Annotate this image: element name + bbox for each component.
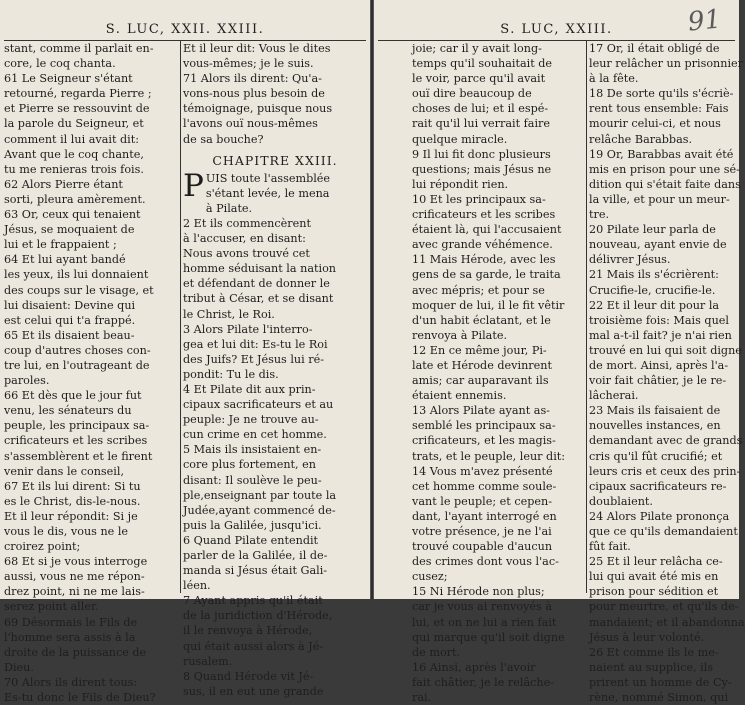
text-line: paroles. xyxy=(4,374,50,388)
text-line: et défendant de donner le xyxy=(183,277,330,291)
text-line: que ce qu'ils demandaient xyxy=(589,525,738,538)
text-line: mourir celui-ci, et nous xyxy=(589,117,721,131)
text-line: s'étant levée, le mena xyxy=(205,186,330,200)
text-line: avec mépris; et pour se xyxy=(412,283,545,297)
text-line: 25 Et il leur relâcha ce- xyxy=(589,555,723,569)
text-line: de la juridiction d'Hérode, xyxy=(183,609,333,623)
text-line: prison pour sédition et xyxy=(589,585,719,599)
text-line: tre lui, en l'outrageant de xyxy=(4,358,150,372)
text-line: pondit: Tu le dis. xyxy=(183,367,279,381)
text-line: leurs cris et ceux des prin- xyxy=(589,464,741,478)
text-line: troisième fois: Mais quel xyxy=(589,313,729,327)
text-line: 26 Et comme ils le me- xyxy=(589,645,719,659)
text-line: 8 Quand Hérode vit Jé- xyxy=(183,669,314,683)
text-line: Dieu. xyxy=(4,660,34,674)
text-line: de mort. xyxy=(412,645,461,659)
text-line: le voir, parce qu'il avait xyxy=(412,72,546,86)
text-line: la ville, et pour un meur- xyxy=(589,192,730,206)
text-line: 9 Il lui fit donc plusieurs xyxy=(412,147,551,161)
right-column-1 xyxy=(412,41,588,705)
text-line: ouï dire beaucoup de xyxy=(412,87,532,101)
text-line: cun crime en cet homme. xyxy=(183,428,327,442)
text-line: temps qu'il souhaitait de xyxy=(412,57,553,71)
text-line: pour meurtre, et qu'ils de- xyxy=(589,600,739,614)
text-line: est celui qui t'a frappé. xyxy=(4,313,136,327)
text-line: 71 Alors ils dirent: Qu'a- xyxy=(183,72,322,86)
text-line: questions; mais Jésus ne xyxy=(412,162,552,176)
text-line: mal a-t-il fait? je n'ai rien xyxy=(589,328,732,342)
text-line: 24 Alors Pilate prononça xyxy=(589,509,730,523)
text-line: léen. xyxy=(183,579,211,593)
text-line: joie; car il y avait long- xyxy=(412,42,542,55)
text-line: late et Hérode devinrent xyxy=(412,358,552,372)
text-line: trats, et le peuple, leur dit: xyxy=(412,449,566,463)
text-line: l'homme sera assis à la xyxy=(4,630,136,644)
text-line: la parole du Seigneur, et xyxy=(4,117,144,131)
text-line: qui était aussi alors à Jé- xyxy=(183,639,324,653)
text-line: voir fait châtier, je le re- xyxy=(589,374,727,388)
left-column-2 xyxy=(183,41,367,699)
text-line: 13 Alors Pilate ayant as- xyxy=(412,404,550,418)
text-line: rai. xyxy=(412,691,432,705)
text-line: peuple, les principaux sa- xyxy=(4,419,150,433)
right-page xyxy=(374,0,745,705)
text-line: 5 Mais ils insistaient en- xyxy=(183,443,322,457)
text-line: lui répondit rien. xyxy=(412,177,509,191)
text-line: 11 Mais Hérode, avec les xyxy=(412,253,556,267)
text-line: dition qui s'était faite dans xyxy=(589,177,741,191)
text-line: lui qui avait été mis en xyxy=(589,570,719,584)
text-line: des coups sur le visage, et xyxy=(4,283,154,297)
text-line: renvoya à Pilate. xyxy=(412,328,508,342)
text-line: 12 En ce même jour, Pi- xyxy=(412,343,547,357)
text-line: Avant que le coq chante, xyxy=(4,147,144,161)
text-line: à la fête. xyxy=(589,72,639,86)
text-line: à l'accuser, en disant: xyxy=(183,232,306,246)
text-line: 3 Alors Pilate l'interro- xyxy=(183,322,313,336)
text-line: drez point, ni ne me lais- xyxy=(4,585,145,599)
text-line: 20 Pilate leur parla de xyxy=(589,223,716,237)
text-line: moquer de lui, il le fit vêtir xyxy=(412,298,565,312)
column-divider xyxy=(180,41,181,593)
text-line: des crimes dont vous l'ac- xyxy=(412,555,559,569)
text-line: délivrer Jésus. xyxy=(589,253,671,267)
left-column-1 xyxy=(4,41,182,705)
text-line: droite de la puissance de xyxy=(4,645,147,659)
text-line: 10 Et les principaux sa- xyxy=(412,192,546,206)
text-line: Es-tu donc le Fils de Dieu? xyxy=(4,691,156,705)
text-line: Nous avons trouvé cet xyxy=(183,247,310,261)
text-line: quelque miracle. xyxy=(412,132,508,146)
text-line: 22 Et il leur dit pour la xyxy=(589,298,720,312)
text-line: stant, comme il parlait en- xyxy=(4,42,154,55)
text-line: Jésus, se moquaient de xyxy=(4,223,135,237)
text-line: demandant avec de grands xyxy=(589,434,743,448)
text-line: les yeux, ils lui donnaient xyxy=(4,268,149,282)
text-line: trouvé en lui qui soit digne xyxy=(589,343,742,357)
chapter-opening xyxy=(183,167,367,204)
handwritten-page-number: 91 xyxy=(686,4,723,38)
text-line: aussi, vous ne me répon- xyxy=(4,570,145,584)
text-line: vous-mêmes; je le suis. xyxy=(183,57,314,71)
text-line: trouvé coupable d'aucun xyxy=(412,540,553,554)
text-line: cipaux sacrificateurs et au xyxy=(183,398,334,412)
text-line: manda si Jésus était Gali- xyxy=(183,564,328,578)
text-line: disant: Il soulève le peu- xyxy=(183,473,322,487)
text-line: dant, l'ayant interrogé en xyxy=(412,509,557,523)
text-line: fût fait. xyxy=(589,540,631,554)
text-line: 67 Et ils lui dirent: Si tu xyxy=(4,479,141,493)
text-line: d'un habit éclatant, et le xyxy=(412,313,551,327)
text-line: gens de sa garde, le traita xyxy=(412,268,561,282)
text-line: crificateurs et les scribes xyxy=(412,208,556,222)
text-line: car je vous ai renvoyés à xyxy=(412,600,552,614)
text-line: 23 Mais ils faisaient de xyxy=(589,404,721,418)
text-line: s'assemblèrent et le firent xyxy=(4,449,153,463)
right-column-2 xyxy=(589,41,745,705)
text-line: 2 Et ils commencèrent xyxy=(183,216,311,230)
text-line: des Juifs? Et Jésus lui ré- xyxy=(183,352,325,366)
text-line: qui marque qu'il soit digne xyxy=(412,630,565,644)
text-line: sorti, pleura amèrement. xyxy=(4,192,146,206)
text-line: UIS toute l'assemblée xyxy=(205,171,331,185)
text-line: 66 Et dès que le jour fut xyxy=(4,389,142,403)
text-line: de mort. Ainsi, après l'a- xyxy=(589,358,729,372)
text-line: avec grande véhémence. xyxy=(412,238,553,252)
text-line: gea et lui dit: Es-tu le Roi xyxy=(183,337,328,351)
text-line: mandaient; et il abandonna xyxy=(589,615,745,629)
text-line: tribut à César, et se disant xyxy=(183,292,334,306)
text-line: venu, les sénateurs du xyxy=(4,404,132,418)
text-line: 70 Alors ils dirent tous: xyxy=(4,675,138,689)
text-line: 4 Et Pilate dit aux prin- xyxy=(183,382,316,396)
text-line: sus, il en eut une grande xyxy=(183,684,324,698)
text-line: Crucifie-le, crucifie-le. xyxy=(589,283,716,297)
text-line: vons-nous plus besoin de xyxy=(183,87,325,101)
text-line: vant le peuple; et cepen- xyxy=(412,494,553,508)
text-line: étaient là, qui l'accusaient xyxy=(412,223,562,237)
text-line: témoignage, puisque nous xyxy=(183,102,333,116)
text-line: Jésus à leur volonté. xyxy=(589,630,705,644)
text-line: leur relâcher un prisonnier xyxy=(589,57,744,71)
text-line: 68 Et si je vous interroge xyxy=(4,555,148,569)
text-line: lui, et on ne lui a rien fait xyxy=(412,615,557,629)
text-line: votre présence, je ne l'ai xyxy=(412,525,552,538)
text-line: 14 Vous m'avez présenté xyxy=(412,464,553,478)
text-line: Judée,ayant commencé de- xyxy=(183,503,336,517)
text-line: rène, nommé Simon, qui xyxy=(589,691,729,705)
text-line: vous le dis, vous ne le xyxy=(4,525,129,538)
text-line: 7 Ayant appris qu'il était xyxy=(183,594,323,608)
text-line: comment il lui avait dit: xyxy=(4,132,140,146)
text-line: 65 Et ils disaient beau- xyxy=(4,328,135,342)
text-line: nouvelles instances, en xyxy=(589,419,721,433)
text-line: rait qu'il lui verrait faire xyxy=(412,117,551,131)
text-line: mis en prison pour une sé- xyxy=(589,162,740,176)
right-page-header: S. LUC, XXIII. xyxy=(500,22,613,37)
text-line: 63 Or, ceux qui tenaient xyxy=(4,208,141,222)
text-line: Et il leur dit: Vous le dites xyxy=(183,42,331,55)
text-line: 16 Ainsi, après l'avoir xyxy=(412,660,536,674)
text-line: 18 De sorte qu'ils s'écriè- xyxy=(589,87,734,101)
drop-cap: P xyxy=(183,167,204,204)
text-line: le Christ, le Roi. xyxy=(183,307,275,321)
text-line: de sa bouche? xyxy=(183,132,264,146)
text-line: lâcherai. xyxy=(589,389,639,403)
text-line: 15 Ni Hérode non plus; xyxy=(412,585,545,599)
text-line: crificateurs et les scribes xyxy=(4,434,148,448)
text-line: crificateurs, et les magis- xyxy=(412,434,556,448)
text-line: fait châtier, je le relâche- xyxy=(412,675,554,689)
text-line: cusez; xyxy=(412,570,448,584)
text-line: 61 Le Seigneur s'étant xyxy=(4,72,133,86)
text-line: étaient ennemis. xyxy=(412,389,507,403)
text-line: lui disaient: Devine qui xyxy=(4,298,136,312)
text-line: puis la Galilée, jusqu'ici. xyxy=(183,518,322,532)
text-line: 6 Quand Pilate entendit xyxy=(183,533,319,547)
text-line: amis; car auparavant ils xyxy=(412,374,549,388)
text-line: lui et le frappaient ; xyxy=(4,238,117,252)
text-line: tre. xyxy=(589,208,610,222)
text-line: 21 Mais ils s'écrièrent: xyxy=(589,268,719,282)
text-line: parler de la Galilée, il de- xyxy=(183,549,328,562)
text-line: 69 Désormais le Fils de xyxy=(4,615,138,629)
text-line: et Pierre se ressouvint de xyxy=(4,102,150,116)
text-line: l'avons ouï nous-mêmes xyxy=(183,117,318,131)
text-line: croirez point; xyxy=(4,540,81,554)
text-line: core plus fortement, en xyxy=(183,458,316,472)
text-line: cris qu'il fût crucifié; et xyxy=(589,449,723,463)
text-line: naient au supplice, ils xyxy=(589,660,714,674)
text-line: choses de lui; et il espé- xyxy=(412,102,549,116)
text-line: 64 Et lui ayant bandé xyxy=(4,253,126,267)
left-page-header: S. LUC, XXII. XXIII. xyxy=(105,22,265,37)
column-divider xyxy=(586,41,587,593)
text-line: venir dans le conseil, xyxy=(4,464,124,478)
text-line: prirent un homme de Cy- xyxy=(589,675,732,689)
text-line: rusalem. xyxy=(183,654,233,668)
text-line: cet homme comme soule- xyxy=(412,479,557,493)
text-line: Et il leur répondit: Si je xyxy=(4,509,138,523)
chapter-title: CHAPITRE XXIII. xyxy=(212,152,338,168)
text-line: ple,enseignant par toute la xyxy=(183,488,337,502)
text-line: homme séduisant la nation xyxy=(183,262,337,276)
text-line: retourné, regarda Pierre ; xyxy=(4,87,152,101)
text-line: tu me renieras trois fois. xyxy=(4,162,144,176)
text-line: relâche Barabbas. xyxy=(589,132,693,146)
text-line: 62 Alors Pierre étant xyxy=(4,177,123,191)
left-page xyxy=(0,0,370,705)
text-line: à Pilate. xyxy=(205,201,253,215)
text-line: core, le coq chanta. xyxy=(4,57,116,71)
text-line: peuple: Je ne trouve au- xyxy=(183,413,319,427)
text-line: il le renvoya à Hérode, xyxy=(183,624,313,638)
text-line: doublaient. xyxy=(589,494,653,508)
text-line: coup d'autres choses con- xyxy=(4,343,151,357)
text-line: semblé les principaux sa- xyxy=(412,419,556,433)
text-line: serez point aller. xyxy=(4,600,99,614)
text-line: 19 Or, Barabbas avait été xyxy=(589,147,734,161)
text-line: rent tous ensemble: Fais xyxy=(589,102,729,116)
text-line: cipaux sacrificateurs re- xyxy=(589,479,727,493)
text-line: 17 Or, il était obligé de xyxy=(589,42,720,55)
text-line: es le Christ, dis-le-nous. xyxy=(4,494,141,508)
text-line: nouveau, ayant envie de xyxy=(589,238,727,252)
